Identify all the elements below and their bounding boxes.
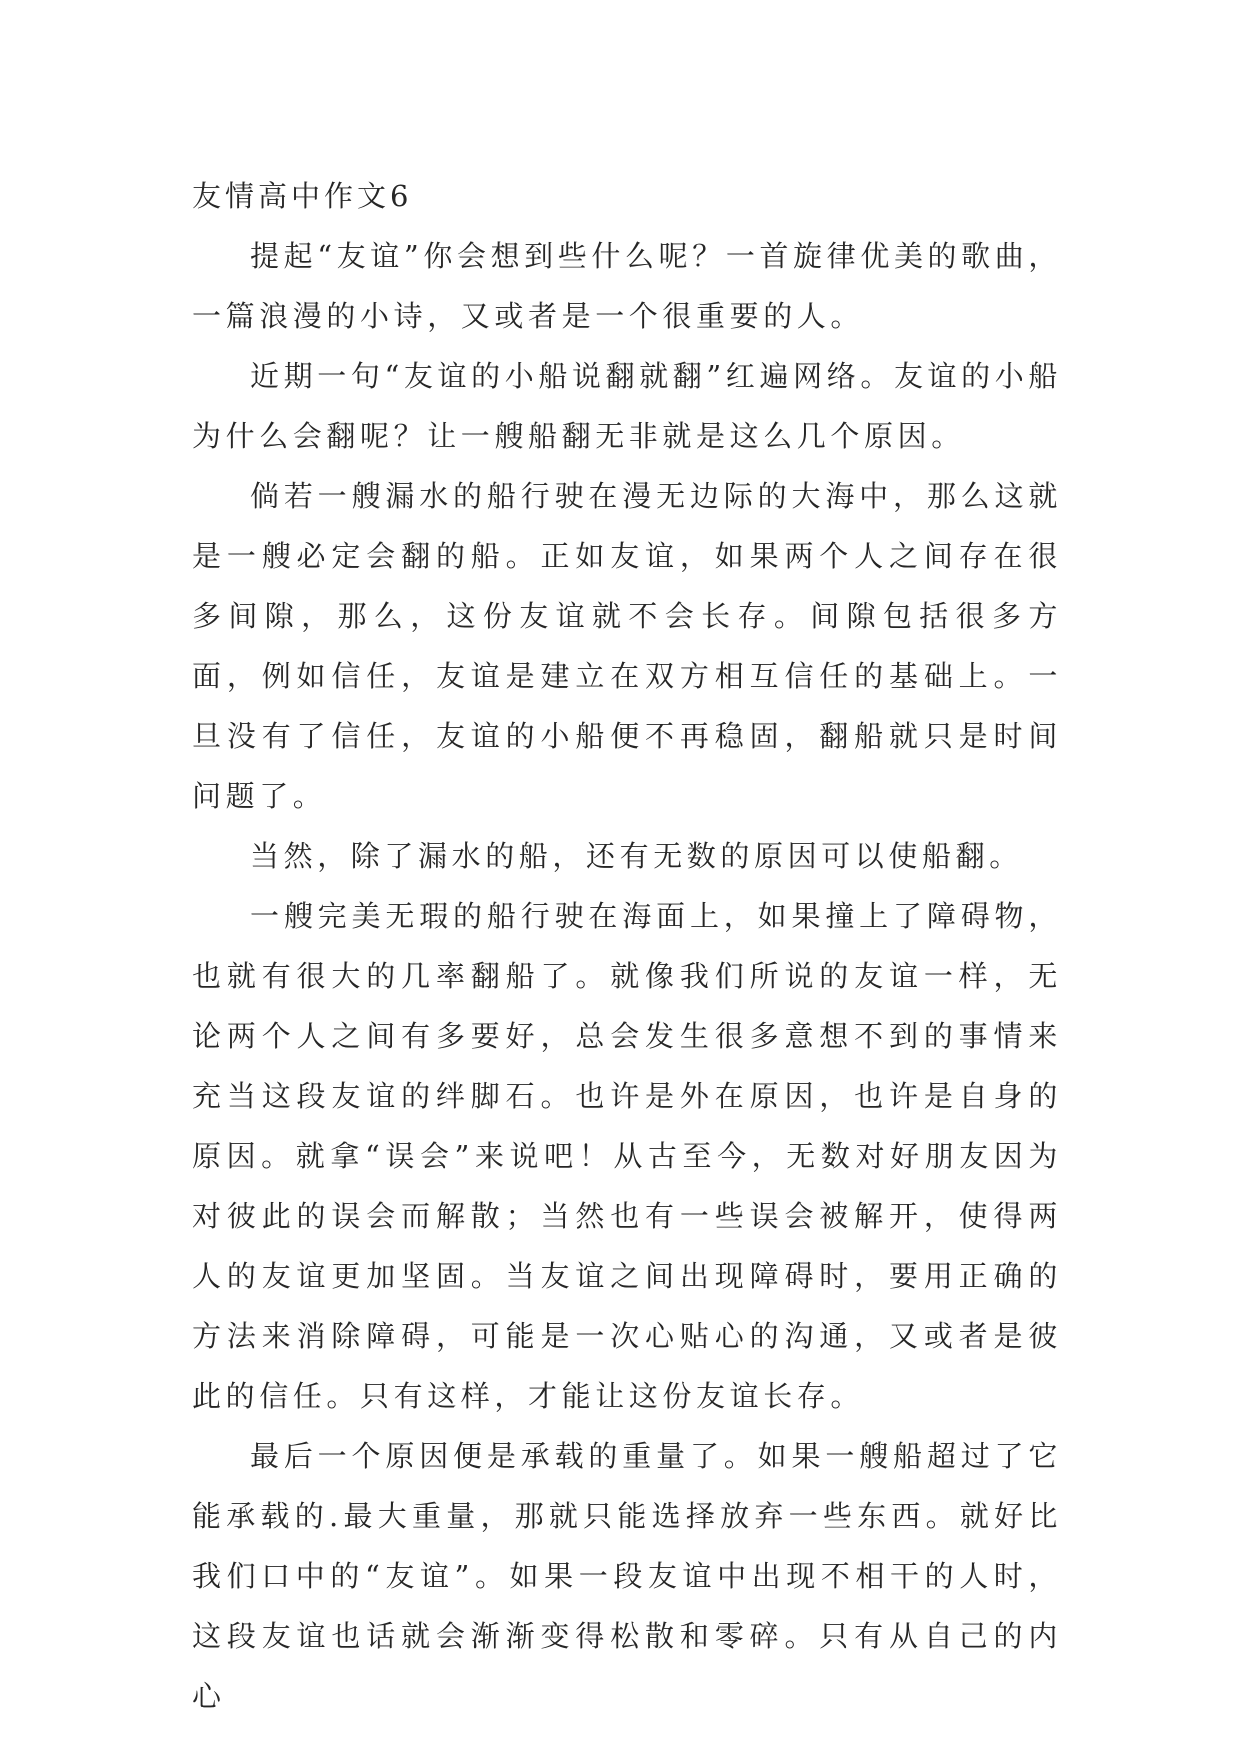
paragraph-5: 一艘完美无瑕的船行驶在海面上，如果撞上了障碍物，也就有很大的几率翻船了。就像我们所说的友谊一样，无论两个人之间有多要好，总会发生很多意想不到的事情来充当这段友谊的绊脚石。也许是外在原因，也许是自身的原因。就拿“误会”来说吧！从古至今，无数对好朋友因为对彼此的误会而解散；当然也有一些误会被解开，使得两人的友谊更加坚固。当友谊之间出现障碍时，要用正确的方法来消除障碍，可能是一次心贴心的沟通，又或者是彼此的信任。只有这样，才能让这份友谊长存。: [192, 899, 1062, 1413]
paragraph-6: 最后一个原因便是承载的重量了。如果一艘船超过了它能承载的.最大重量，那就只能选择放弃一些东西。就好比我们口中的“友谊”。如果一段友谊中出现不相干的人时，这段友谊也话就会渐渐变得松散和零碎。只有从自己的内心: [192, 1439, 1062, 1713]
paragraph-2: 近期一句“友谊的小船说翻就翻”红遍网络。友谊的小船为什么会翻呢？让一艘船翻无非就是这么几个原因。: [192, 359, 1062, 453]
document-title: 友情高中作文6: [192, 179, 413, 213]
document-body: [192, 166, 1062, 1726]
paragraph-1: 提起“友谊”你会想到些什么呢？一首旋律优美的歌曲，一篇浪漫的小诗，又或者是一个很重要的人。: [192, 239, 1062, 333]
paragraph-3: 倘若一艘漏水的船行驶在漫无边际的大海中，那么这就是一艘必定会翻的船。正如友谊，如果两个人之间存在很多间隙，那么，这份友谊就不会长存。间隙包括很多方面，例如信任，友谊是建立在双方相互信任的基础上。一旦没有了信任，友谊的小船便不再稳固，翻船就只是时间问题了。: [192, 479, 1062, 813]
paragraph-4: 当然，除了漏水的船，还有无数的原因可以使船翻。: [250, 839, 1023, 873]
